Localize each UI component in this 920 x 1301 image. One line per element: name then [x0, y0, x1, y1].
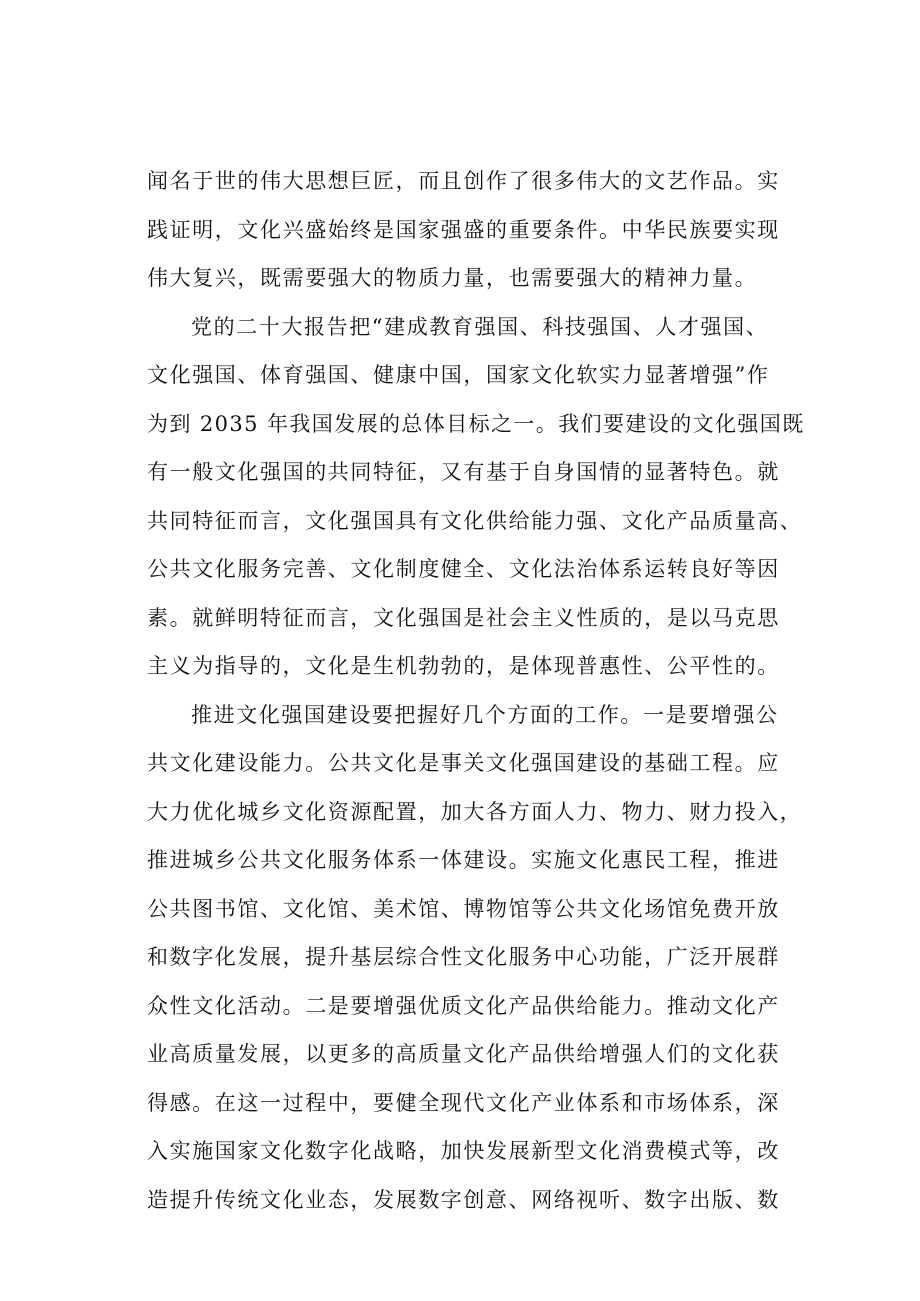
body-text	[147, 157, 807, 1224]
text-line: 造提升传统文化业态，发展数字创意、网络视听、数字出版、数	[147, 1187, 780, 1212]
text-line: 伟大复兴，既需要强大的物质力量，也需要强大的精神力量。	[147, 266, 758, 290]
text-line: 和数字化发展，提升基层综合性文化服务中心功能，广泛开展群	[147, 945, 780, 969]
text-line: 素。就鲜明特征而言，文化强国是社会主义性质的，是以马克思	[147, 605, 780, 630]
text-line: 有一般文化强国的共同特征，又有基于自身国情的显著特色。就	[147, 460, 780, 484]
text-line: 文化强国、体育强国、健康中国，国家文化软实力显著增强”作	[147, 363, 770, 387]
text-line: 闻名于世的伟大思想巨匠，而且创作了很多伟大的文艺作品。实	[147, 169, 780, 193]
text-line: 业高质量发展，以更多的高质量文化产品供给增强人们的文化获	[147, 1042, 780, 1066]
text-line: 公共文化服务完善、文化制度健全、文化法治体系运转良好等因	[147, 557, 780, 581]
text-line: 主义为指导的，文化是生机勃勃的，是体现普惠性、公平性的。	[147, 654, 780, 678]
text-line: 公共图书馆、文化馆、美术馆、博物馆等公共文化场馆免费开放	[147, 896, 780, 921]
text-line: 入实施国家文化数字化战略，加快发展新型文化消费模式等，改	[147, 1139, 780, 1163]
text-line: 为到 2035 年我国发展的总体目标之一。我们要建设的文化强国既	[147, 411, 805, 436]
paragraph-start-line: 推进文化强国建设要把握好几个方面的工作。一是要增强公	[191, 702, 779, 727]
text-line: 践证明，文化兴盛始终是国家强盛的重要条件。中华民族要实现	[147, 217, 780, 242]
text-line: 众性文化活动。二是要增强优质文化产品供给能力。推动文化产	[147, 993, 780, 1018]
text-line: 大力优化城乡文化资源配置，加大各方面人力、物力、财力投入，	[147, 799, 803, 824]
paragraph-start-line: 党的二十大报告把“建成教育强国、科技强国、人才强国、	[191, 314, 769, 339]
text-line: 共同特征而言，文化强国具有文化供给能力强、文化产品质量高、	[147, 508, 803, 533]
text-line: 推进城乡公共文化服务体系一体建设。实施文化惠民工程，推进	[147, 848, 780, 872]
text-line: 得感。在这一过程中，要健全现代文化产业体系和市场体系，深	[147, 1090, 780, 1115]
text-line: 共文化建设能力。公共文化是事关文化强国建设的基础工程。应	[147, 751, 780, 775]
